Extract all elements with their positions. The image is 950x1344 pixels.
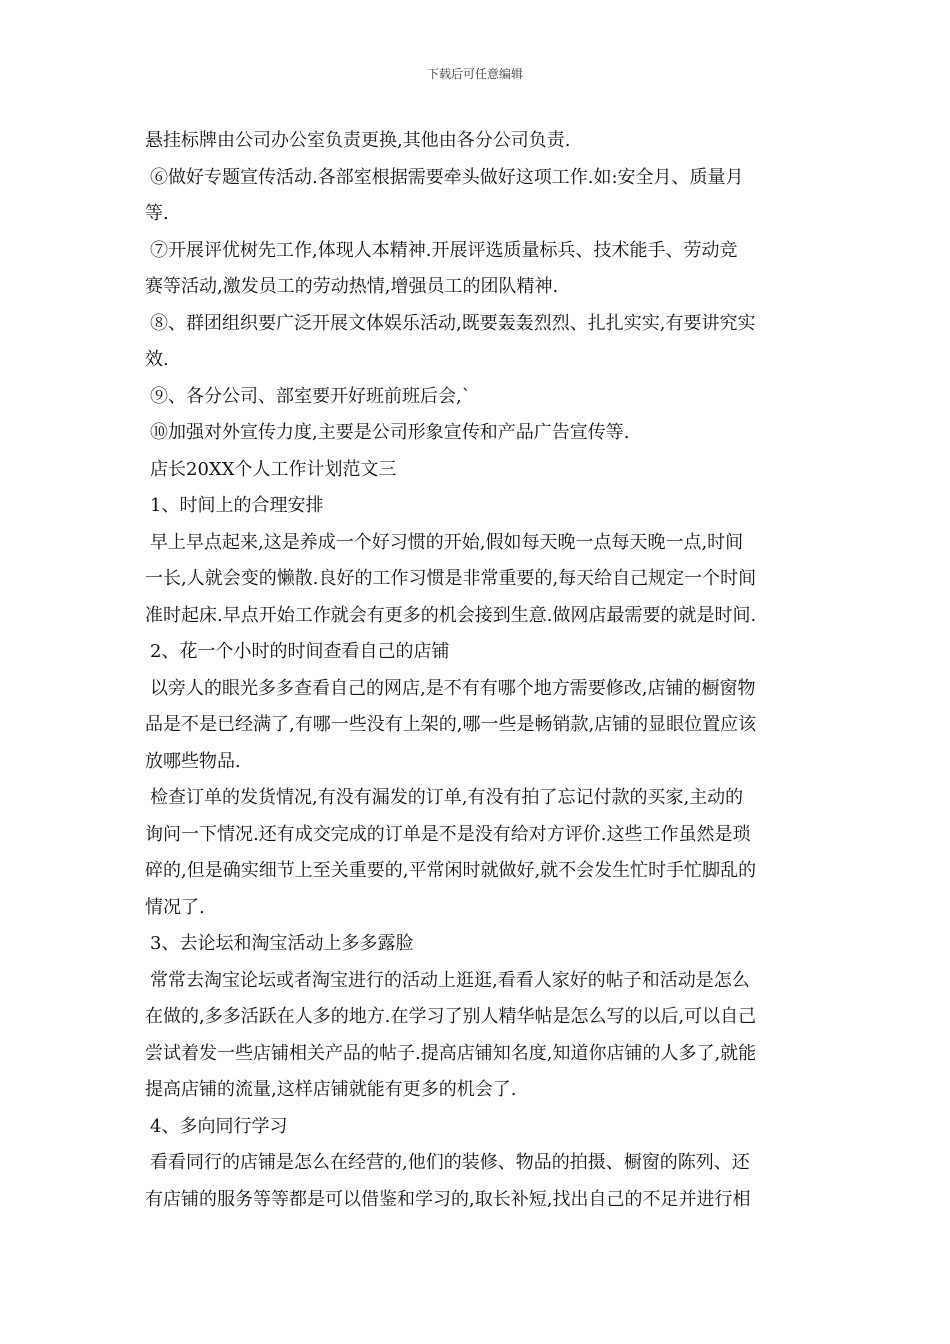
text-line: 4、多向同行学习 [150,1115,288,1137]
text-line: 放哪些物品. [145,750,241,772]
text-line: 在做的,多多活跃在人多的地方.在学习了别人精华帖是怎么写的以后,可以自己 [145,1006,757,1027]
text-line: 一长,人就会变的懒散.良好的工作习惯是非常重要的,每天给自己规定一个时间 [145,568,757,589]
text-line: ⑥做好专题宣传活动.各部室根据需要牵头做好这项工作.如:安全月、质量月 [150,166,744,188]
text-line: 情况了. [145,896,205,918]
text-line: 以旁人的眼光多多查看自己的网店,是不有有哪个地方需要修改,店铺的橱窗物 [150,677,756,699]
text-line: 看看同行的店铺是怎么在经营的,他们的装修、物品的拍摄、橱窗的陈列、还 [150,1152,750,1173]
text-line: ⑧、群团组织要广泛开展文体娱乐活动,既要轰轰烈烈、扎扎实实,有要讲究实 [150,312,756,334]
text-line: 3、去论坛和淘宝活动上多多露脸 [150,933,414,954]
text-line: 等. [145,203,169,224]
text-line: 检查订单的发货情况,有没有漏发的订单,有没有拍了忘记付款的买家,主动的 [150,787,744,808]
text-line: 效. [145,349,169,370]
text-line: 有店铺的服务等等都是可以借鉴和学习的,取长补短,找出自己的不足并进行相 [145,1188,751,1210]
text-line: 询问一下情况.还有成交完成的订单是不是没有给对方评价.这些工作虽然是琐 [145,823,751,845]
text-line: 店长20XX个人工作计划范文三 [150,458,397,480]
text-line: 常常去淘宝论坛或者淘宝进行的活动上逛逛,看看人家好的帖子和活动是怎么 [150,969,750,991]
page-header: 下载后可任意编辑 [426,67,523,81]
text-line: 1、时间上的合理安排 [150,495,324,516]
text-line: 提高店铺的流量,这样店铺就能有更多的机会了. [145,1079,517,1100]
text-line: 尝试着发一些店铺相关产品的帖子.提高店铺知名度,知道你店铺的人多了,就能 [145,1042,757,1064]
text-line: 品是不是已经满了,有哪一些没有上架的,哪一些是畅销款,店铺的显眼位置应该 [145,714,757,735]
text-line: ⑦开展评优树先工作,体现人本精神.开展评选质量标兵、技术能手、劳动竞 [150,239,738,261]
text-line: 2、花一个小时的时间查看自己的店铺 [150,641,450,662]
text-line: 早上早点起来,这是养成一个好习惯的开始,假如每天晚一点每天晚一点,时间 [150,531,744,553]
text-line: 碎的,但是确实细节上至关重要的,平常闲时就做好,就不会发生忙时手忙脚乱的 [145,860,757,881]
document-body [145,126,815,1221]
text-line: 赛等活动,激发员工的劳动热情,增强员工的团队精神. [145,276,559,297]
text-line: 准时起床.早点开始工作就会有更多的机会接到生意.做网店最需要的就是时间. [145,604,757,626]
text-line: ⑨、各分公司、部室要开好班前班后会,` [150,385,471,407]
text-line: ⑩加强对外宣传力度,主要是公司形象宣传和产品广告宣传等. [150,422,630,443]
text-line: 悬挂标牌由公司办公室负责更换,其他由各分公司负责. [145,130,571,151]
